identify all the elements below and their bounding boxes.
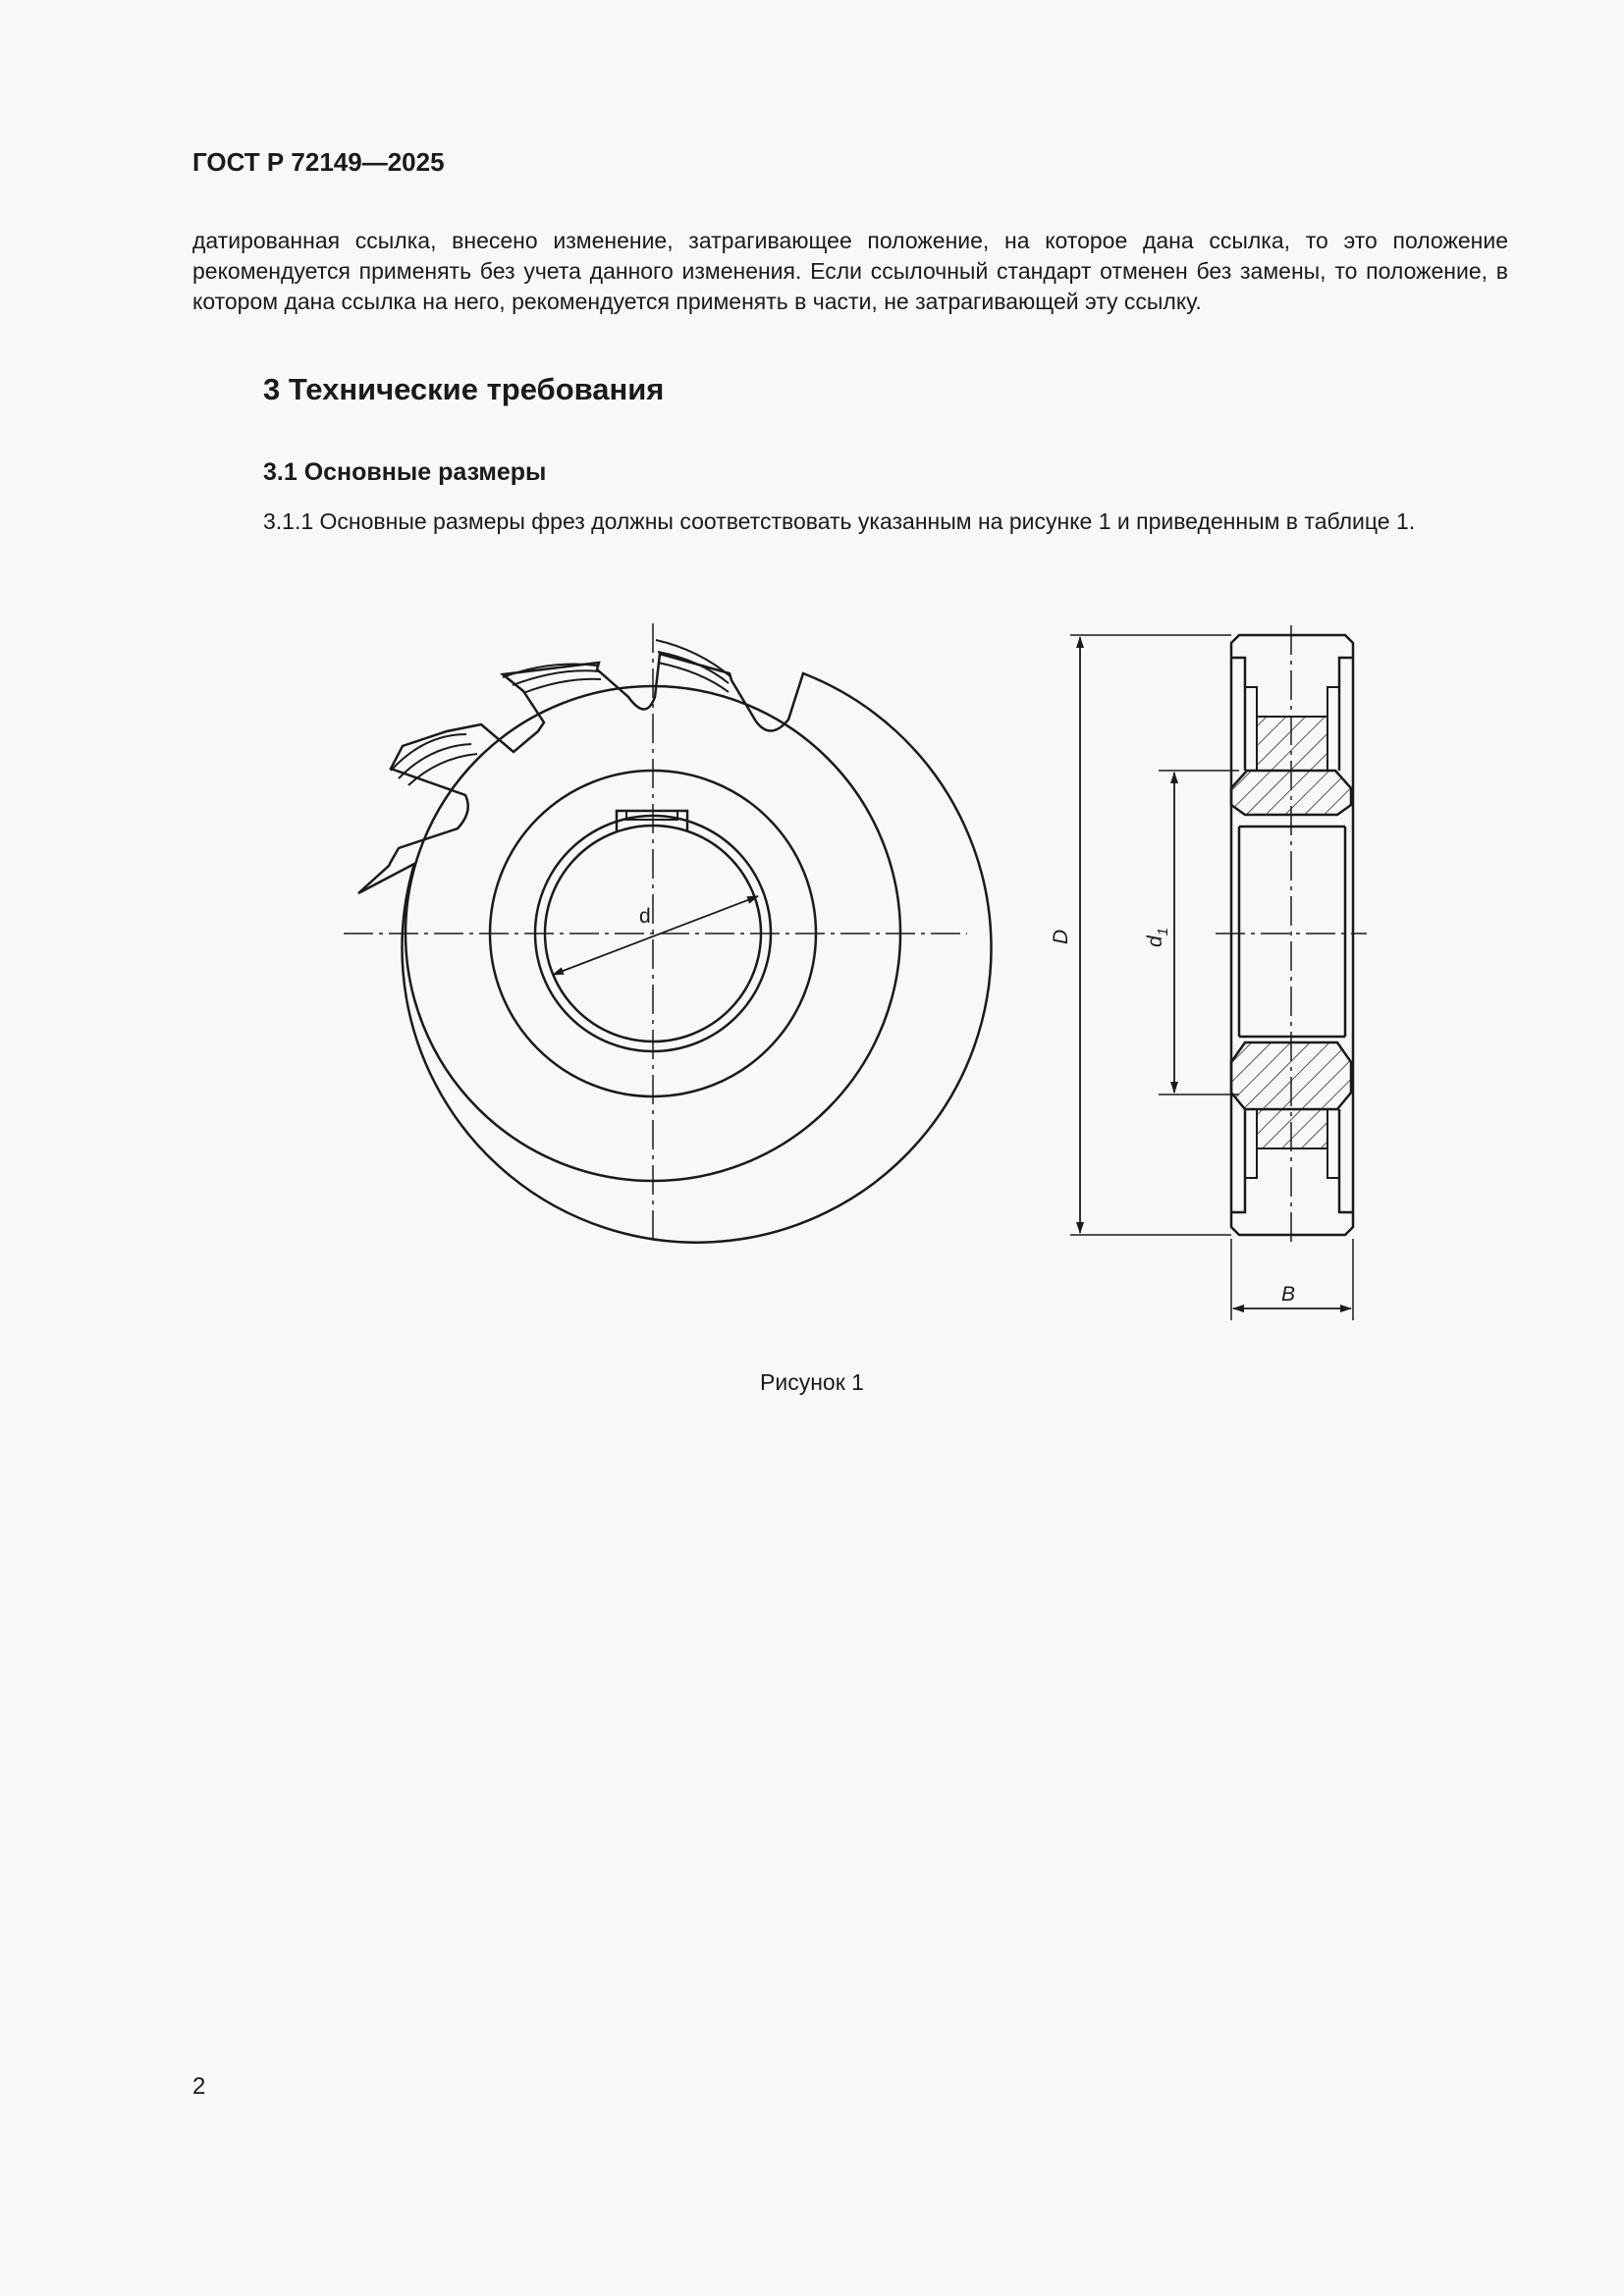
- label-d1: $d_1$: [1144, 927, 1171, 947]
- label-d: d: [639, 905, 651, 928]
- page-number: 2: [192, 2073, 206, 2100]
- subsection-heading: 3.1 Основные размеры: [263, 458, 547, 486]
- section-heading: 3 Технические требования: [263, 372, 665, 406]
- paragraph-dimensions: 3.1.1 Основные размеры фрез должны соответствовать указанным на рисунке 1 и приведенным в таблице 1.: [263, 508, 1416, 534]
- cutter-side-section: [1231, 635, 1353, 1235]
- cutter-front-view: [358, 640, 992, 1243]
- tooth-face-lines: [391, 640, 731, 785]
- dim-d-line: [553, 896, 758, 975]
- cutter-outer-contour: [358, 654, 992, 1243]
- figure-caption: Рисунок 1: [760, 1369, 864, 1395]
- front-centerlines: [344, 623, 967, 1242]
- label-D: D: [1050, 929, 1072, 944]
- paragraph-reference-note: датированная ссылка, внесено изменение, затрагивающее положение, на которое дана ссылка, то это положение рекомендуется применять без учета данного изменения. Если ссылочный стандарт отменен без замены, то положение, в котором дана ссылка на него, рекомендуется применять в части, не затрагивающей эту ссылку.: [192, 228, 1508, 314]
- label-B: B: [1281, 1283, 1296, 1306]
- document-code: ГОСТ Р 72149—2025: [192, 147, 445, 177]
